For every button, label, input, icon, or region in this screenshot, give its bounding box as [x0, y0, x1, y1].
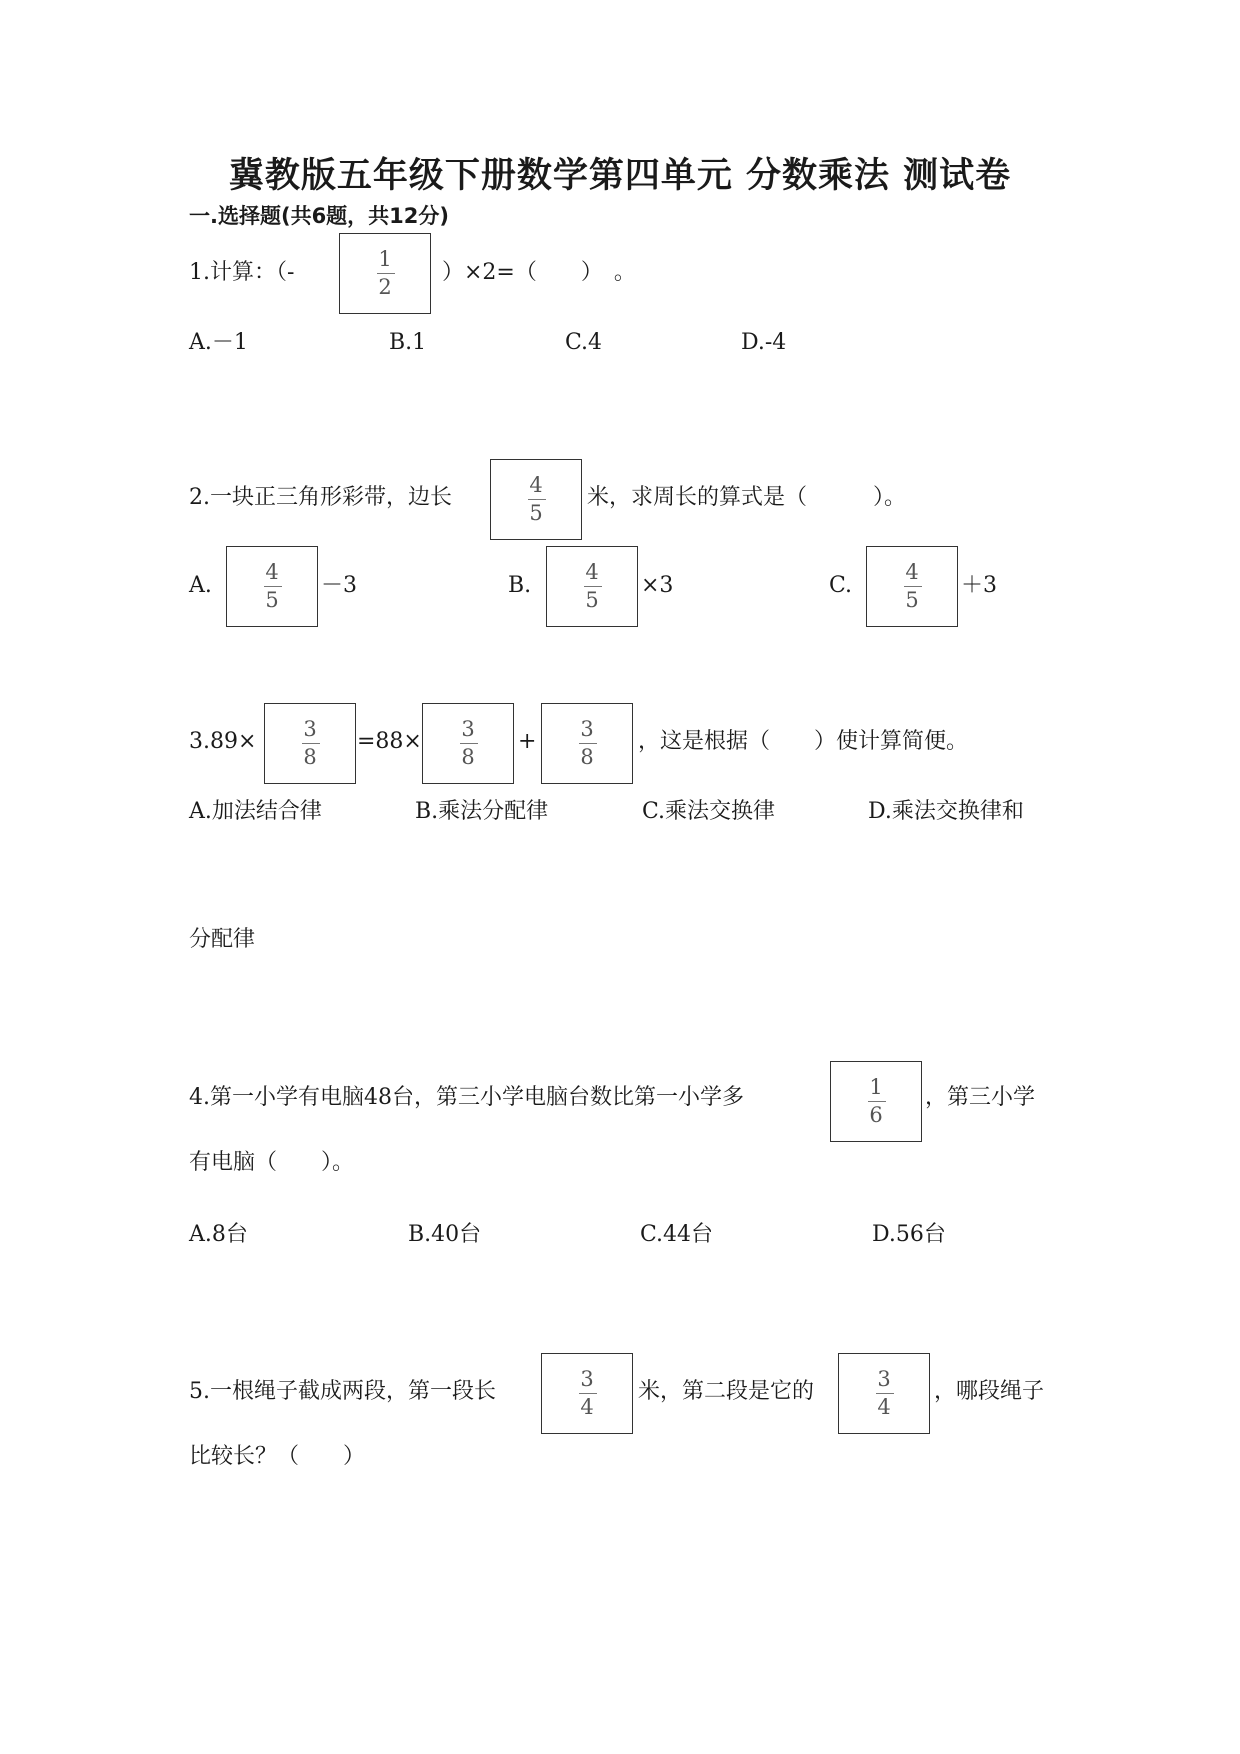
q1-fraction: [339, 233, 431, 314]
fraction-bar: [264, 586, 282, 587]
fraction-numerator: 3: [303, 717, 317, 741]
q2-option-b-label: B.: [508, 573, 532, 598]
fraction-denominator: 8: [461, 745, 475, 769]
fraction-bar: [528, 499, 546, 500]
q2-option-c-fraction: [866, 546, 958, 627]
q1-option-d: D.-4: [741, 330, 787, 355]
fraction-bar: [904, 586, 922, 587]
fraction-numerator: 4: [905, 560, 919, 584]
fraction-denominator: 5: [905, 588, 919, 612]
q3-fraction-2: [422, 703, 514, 784]
q2-option-c-label: C.: [829, 573, 853, 598]
q3-stem-mid1: =88×: [357, 729, 422, 754]
fraction-bar: [579, 1393, 597, 1394]
q4-option-c: C.44台: [640, 1222, 714, 1247]
fraction-numerator: 4: [265, 560, 279, 584]
fraction-denominator: 5: [265, 588, 279, 612]
q5-stem-pre: 5.一根绳子截成两段，第一段长: [189, 1379, 496, 1404]
q3-stem-mid2: +: [518, 729, 537, 754]
fraction-numerator: 3: [580, 1367, 594, 1391]
q2-option-a-tail: －3: [321, 573, 357, 598]
q3-option-d-continued: 分配律: [189, 927, 256, 952]
fraction-bar: [579, 743, 597, 744]
fraction-bar: [876, 1393, 894, 1394]
q4-stem-post: ，第三小学: [925, 1085, 1036, 1110]
q1-stem-pre: 1.计算：（-: [189, 260, 295, 285]
section-heading: 一.选择题(共6题，共12分): [189, 204, 450, 228]
fraction-numerator: 4: [585, 560, 599, 584]
q5-fraction-1: [541, 1353, 633, 1434]
q3-option-a: A.加法结合律: [189, 799, 322, 824]
fraction-bar: [868, 1101, 886, 1102]
q1-option-b: B.1: [389, 330, 427, 355]
fraction-bar: [302, 743, 320, 744]
q3-stem-post: ，这是根据（ ）使计算简便。: [638, 729, 969, 754]
q3-stem-pre: 3.89×: [189, 729, 257, 754]
fraction-denominator: 8: [580, 745, 594, 769]
fraction-bar: [377, 273, 395, 274]
fraction-numerator: 3: [877, 1367, 891, 1391]
fraction-numerator: 1: [378, 247, 392, 271]
fraction-bar: [460, 743, 478, 744]
q2-stem-post: 米，求周长的算式是（ ）。: [587, 485, 907, 510]
q2-fraction: [490, 459, 582, 540]
q1-option-a: A.－1: [189, 330, 248, 355]
q4-option-b: B.40台: [408, 1222, 482, 1247]
q4-stem-line2: 有电脑（ ）。: [189, 1150, 355, 1175]
q1-stem-post: ）×2=（ ） 。: [442, 260, 636, 285]
q2-option-a-label: A.: [189, 573, 212, 598]
fraction-numerator: 3: [461, 717, 475, 741]
q4-option-d: D.56台: [872, 1222, 946, 1247]
q3-option-d: D.乘法交换律和: [868, 799, 1024, 824]
q2-option-b-fraction: [546, 546, 638, 627]
fraction-denominator: 6: [869, 1103, 883, 1127]
page-title: 冀教版五年级下册数学第四单元 分数乘法 测试卷: [228, 156, 1012, 196]
q3-fraction-3: [541, 703, 633, 784]
q1-option-c: C.4: [565, 330, 603, 355]
q2-option-a-fraction: [226, 546, 318, 627]
fraction-numerator: 4: [529, 473, 543, 497]
fraction-denominator: 2: [378, 275, 392, 299]
fraction-denominator: 4: [877, 1395, 891, 1419]
q3-option-c: C.乘法交换律: [642, 799, 776, 824]
q4-fraction: [830, 1061, 922, 1142]
q3-fraction-1: [264, 703, 356, 784]
q2-stem-pre: 2.一块正三角形彩带，边长: [189, 485, 452, 510]
q5-stem-post: ，哪段绳子: [934, 1379, 1045, 1404]
q4-stem-pre: 4.第一小学有电脑48台，第三小学电脑台数比第一小学多: [189, 1085, 744, 1110]
fraction-numerator: 3: [580, 717, 594, 741]
fraction-bar: [584, 586, 602, 587]
fraction-denominator: 5: [585, 588, 599, 612]
fraction-numerator: 1: [869, 1075, 883, 1099]
fraction-denominator: 4: [580, 1395, 594, 1419]
q2-option-c-tail: ＋3: [961, 573, 997, 598]
fraction-denominator: 5: [529, 501, 543, 525]
q5-stem-line2: 比较长？（ ）: [189, 1444, 366, 1469]
q5-fraction-2: [838, 1353, 930, 1434]
q2-option-b-tail: ×3: [641, 573, 674, 598]
q3-option-b: B.乘法分配律: [415, 799, 549, 824]
fraction-denominator: 8: [303, 745, 317, 769]
q4-option-a: A.8台: [189, 1222, 248, 1247]
q5-stem-mid: 米，第二段是它的: [638, 1379, 815, 1404]
